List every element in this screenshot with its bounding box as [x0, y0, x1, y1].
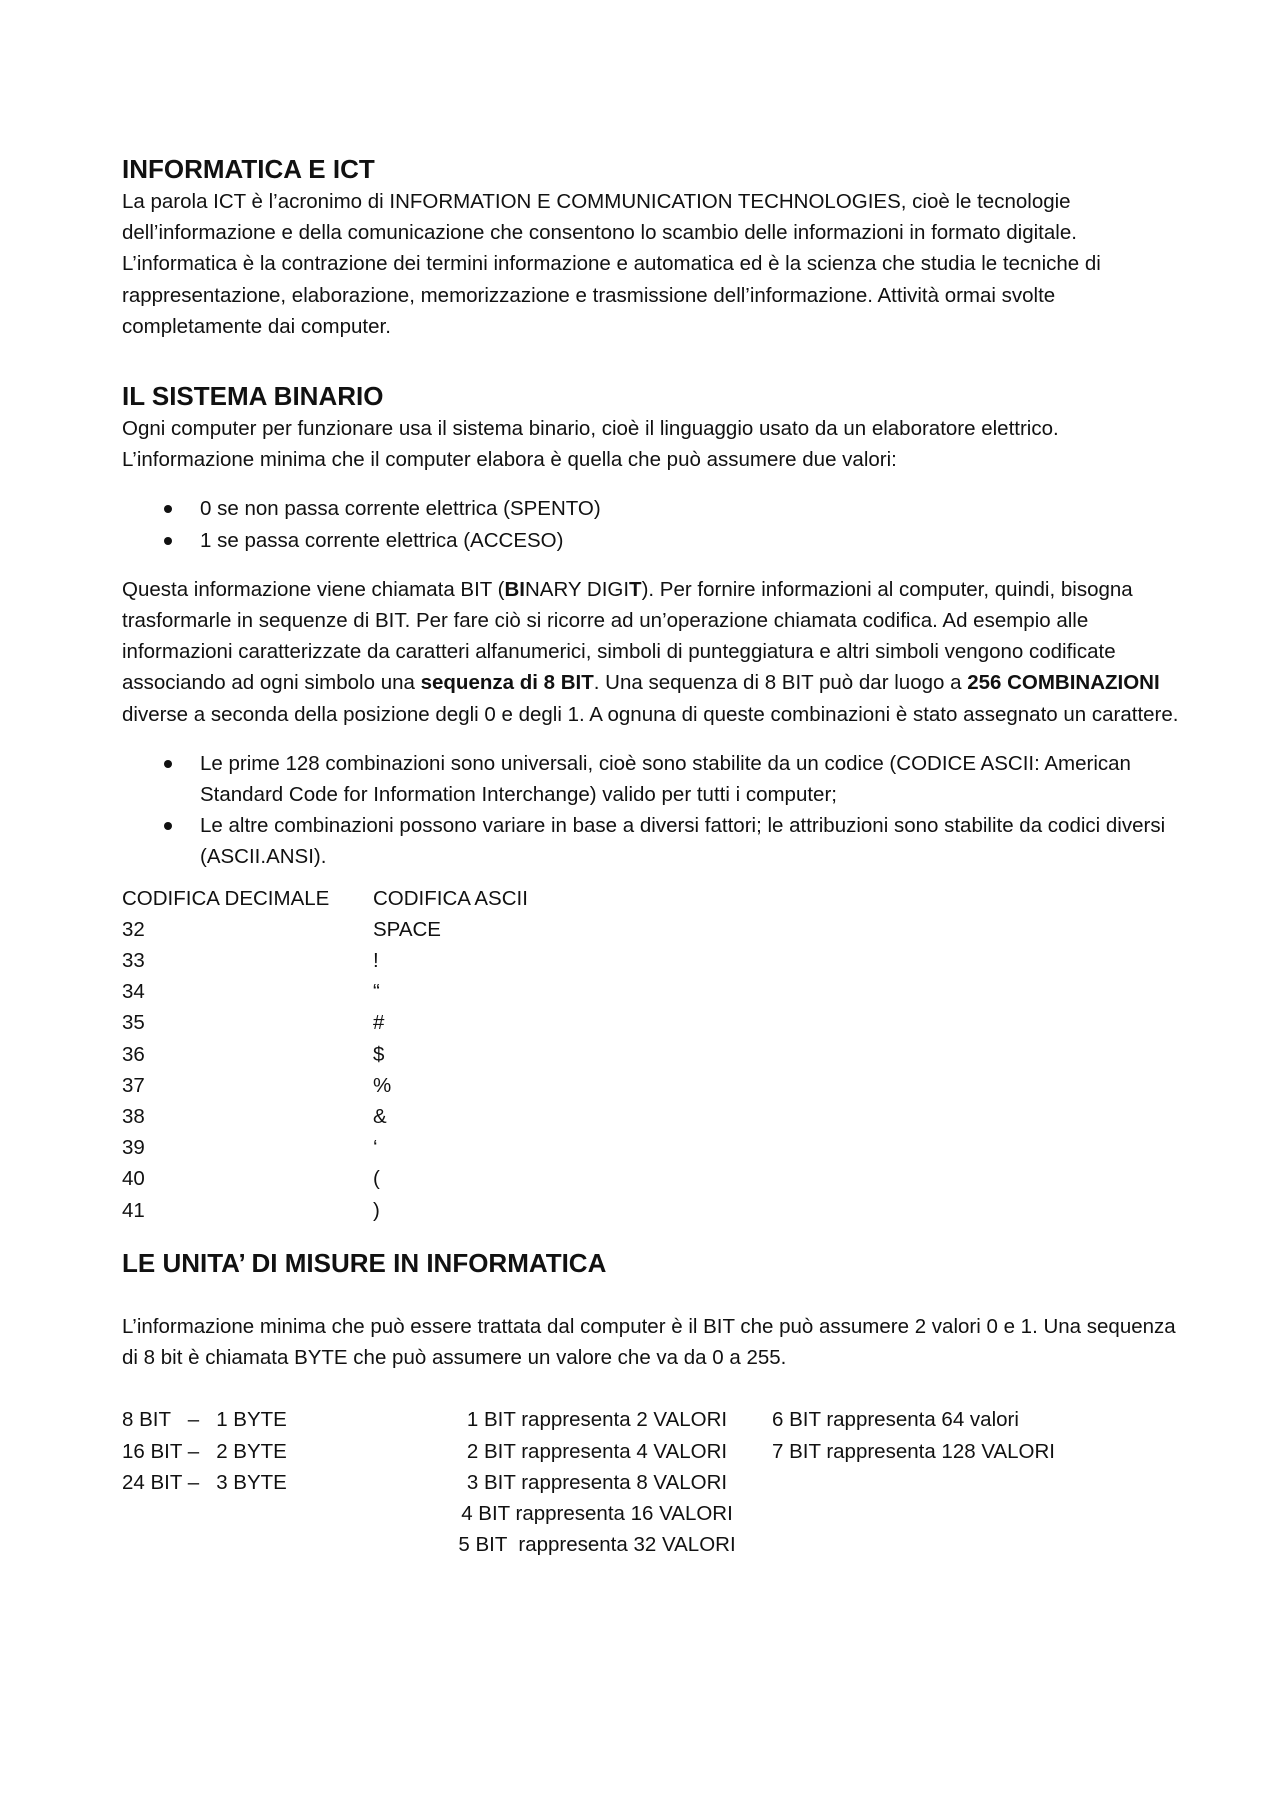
table-row: 32 SPACE	[122, 917, 441, 941]
section-paragraph-informatica: La parola ICT è l’acronimo di INFORMATION E COMMUNICATION TECHNOLOGIES, cioè le tecnologie dell’informazione e della comunicazione che consentono lo scambio delle informazioni in formato digitale. L’informatica è la contrazione dei termini informazione e automatica ed è la scienza che studia le tecniche di rappresentazione, elaborazione, memorizzazione e trasmissione dell’informazione. Attività ormai svolte completamente dai computer.	[122, 190, 1101, 338]
section-title-unita-misure: LE UNITA’ DI MISURE IN INFORMATICA	[122, 1247, 607, 1278]
units-column-values	[440, 1404, 754, 1560]
list-item: 16 BIT – 2 BYTE	[122, 1439, 287, 1463]
document-content	[122, 152, 1182, 1560]
table-row: 33 !	[122, 949, 379, 973]
table-row: 35 #	[122, 1011, 385, 1035]
table-row: 37 %	[122, 1073, 392, 1097]
bullet-list-values	[122, 493, 1182, 555]
units-column-values-2	[754, 1404, 1092, 1560]
list-item: 2 BIT rappresenta 4 VALORI	[466, 1439, 728, 1463]
list-item: 7 BIT rappresenta 128 VALORI	[772, 1439, 1055, 1463]
section-paragraph-bit: Questa informazione viene chiamata BIT (BINARY DIGIT). Per fornire informazioni al computer, quindi, bisogna trasformarle in sequenze di BIT. Per fare ciò si ricorre ad un’operazione chiamata codifica. Ad esempio alle informazioni caratterizzate da caratteri alfanumerici, simboli di punteggiatura e altri simboli vengono codificate associando ad ogni simbolo una sequenza di 8 BIT. Una sequenza di 8 BIT può dar luogo a 256 COMBINAZIONI diverse a seconda della posizione degli 0 e degli 1. A ognuna di queste combinazioni è stato assegnato un carattere.	[122, 577, 1179, 726]
table-row: 41 )	[122, 1198, 380, 1222]
table-header-row	[122, 883, 1182, 914]
list-item: 8 BIT – 1 BYTE	[122, 1408, 287, 1432]
list-item: 1 se passa corrente elettrica (ACCESO)	[122, 525, 1182, 556]
list-item: 4 BIT rappresenta 16 VALORI	[461, 1501, 733, 1525]
ascii-table	[122, 883, 1182, 1226]
list-item: 6 BIT rappresenta 64 valori	[772, 1408, 1019, 1432]
list-item: 5 BIT rappresenta 32 VALORI	[458, 1533, 736, 1557]
list-item: Le altre combinazioni possono variare in base a diversi fattori; le attribuzioni sono stabilite da codici diversi (ASCII.ANSI).	[122, 810, 1182, 872]
section-paragraph-unita: L’informazione minima che può essere trattata dal computer è il BIT che può assumere 2 valori 0 e 1. Una sequenza di 8 bit è chiamata BYTE che può assumere un valore che va da 0 a 255.	[122, 1314, 1176, 1370]
table-row: 34 “	[122, 980, 380, 1004]
table-row: 38 &	[122, 1105, 387, 1129]
table-header: CODIFICA DECIMALE	[122, 886, 330, 910]
table-header: CODIFICA ASCII	[373, 886, 528, 910]
list-item: 3 BIT rappresenta 8 VALORI	[466, 1470, 728, 1494]
list-item: 0 se non passa corrente elettrica (SPENTO)	[122, 493, 1182, 524]
table-row: 36 $	[122, 1042, 385, 1066]
bullet-list-combinations	[122, 748, 1182, 873]
section-title-sistema-binario: IL SISTEMA BINARIO	[122, 381, 384, 412]
list-item: Le prime 128 combinazioni sono universali, cioè sono stabilite da un codice (CODICE ASCII: American Standard Code for Information Interchange) valido per tutti i computer;	[122, 748, 1182, 810]
units-columns	[122, 1404, 1182, 1560]
list-item: 24 BIT – 3 BYTE	[122, 1470, 287, 1494]
section-paragraph-binario-intro: Ogni computer per funzionare usa il sistema binario, cioè il linguaggio usato da un elaboratore elettrico. L’informazione minima che il computer elabora è quella che può assumere due valori:	[122, 417, 1059, 472]
table-row: 40 (	[122, 1167, 380, 1191]
section-title-informatica: INFORMATICA E ICT	[122, 154, 375, 184]
units-column-bytes	[122, 1404, 440, 1560]
table-row: 39 ‘	[122, 1136, 378, 1160]
list-item: 1 BIT rappresenta 2 VALORI	[466, 1408, 728, 1432]
